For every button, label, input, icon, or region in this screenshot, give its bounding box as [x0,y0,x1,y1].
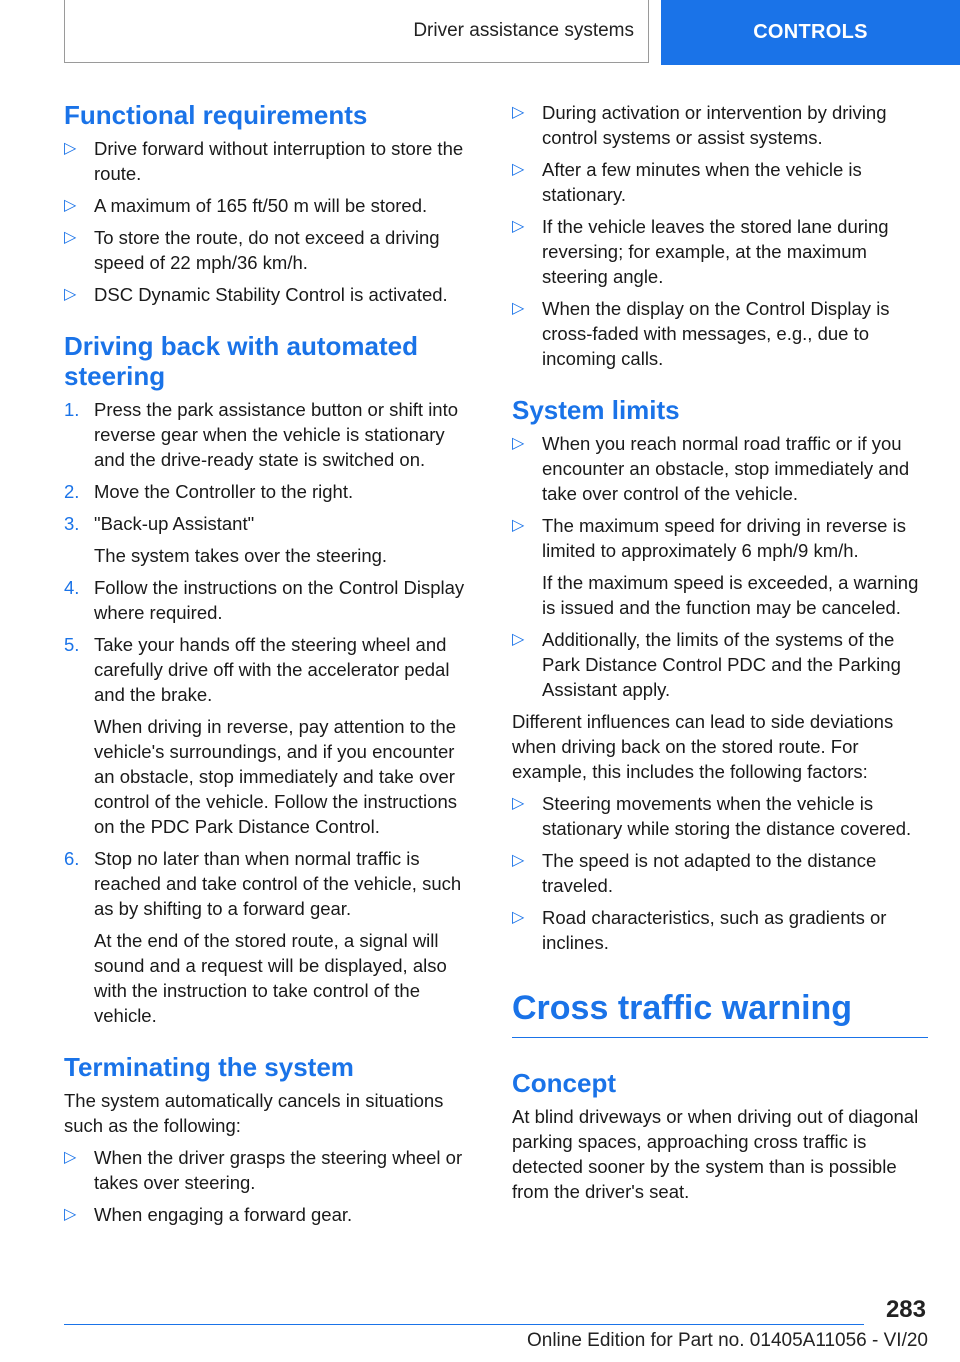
list-item: ▷ After a few minutes when the vehicle is stationary. [512,159,862,205]
chapter-title: CONTROLS [753,21,868,43]
item-note: If the maximum speed is exceeded, a warning is issued and the function may be canceled. [542,572,919,618]
section-title: Driver assistance systems [413,20,634,41]
left-column [64,100,480,1234]
heading-system-limits: System limits [512,395,680,425]
terminating-list [64,1145,480,1227]
step-item: 4. Follow the instructions on the Control Display where required. [64,577,465,623]
step-number: 4. [64,577,80,598]
list-item: ▷ Additionally, the limits of the systems of the Park Distance Control PDC and the Parking Assistant apply. [512,629,901,700]
bullet-triangle-icon: ▷ [512,909,525,926]
step-item: 3. "Back-up Assistant" The system takes over the steering. [64,511,480,568]
heading-driving-back: Driving back with automated steering [64,331,418,391]
system-limits-list [512,431,928,702]
heading-terminating: Terminating the system [64,1052,354,1082]
list-item: ▷ When you reach normal road traffic or if you encounter an obstacle, stop immediately and take over control of the vehicle. [512,433,910,504]
functional-requirements-list [64,136,480,307]
list-item: ▷ If the vehicle leaves the stored lane during reversing; for example, at the maximum steering angle. [512,216,889,287]
bullet-triangle-icon: ▷ [512,852,525,869]
list-item: ▷ Road characteristics, such as gradients or inclines. [512,907,887,953]
step-number: 3. [64,513,80,534]
list-item: ▷ When the driver grasps the steering wheel or takes over steering. [64,1147,463,1193]
step-number: 2. [64,481,80,502]
footer-rule [64,1324,864,1325]
terminating-list-continued [512,100,928,371]
list-item: ▷ A maximum of 165 ft/50 m will be stored. [64,195,428,216]
step-note: At the end of the stored route, a signal will sound and a request will be displayed, also with the instruction to take control of the vehicle. [94,930,447,1026]
list-item: ▷ When engaging a forward gear. [64,1204,353,1225]
list-item: ▷ When the display on the Control Display is cross-faded with messages, e.g., due to incoming calls. [512,298,890,369]
right-column [512,100,928,1211]
bullet-triangle-icon: ▷ [512,300,525,317]
bullet-triangle-icon: ▷ [64,1206,77,1223]
list-item: ▷ The maximum speed for driving in reverse is limited to approximately 6 mph/9 km/h. If the maximum speed is exceeded, a warning is issued and the function may be canceled. [512,513,928,620]
side-deviation-paragraph: Different influences can lead to side deviations when driving back on the stored route. For example, this includes the following factors: [512,711,894,782]
bullet-triangle-icon: ▷ [512,795,525,812]
factors-list [512,791,928,955]
step-number: 5. [64,634,80,655]
heading-functional-requirements: Functional requirements [64,100,368,130]
step-number: 6. [64,848,80,869]
concept-paragraph: At blind driveways or when driving out of diagonal parking spaces, approaching cross traffic is detected sooner by the system than is possible from the driver's seat. [512,1106,919,1202]
header-chapter-tab [661,0,960,65]
bullet-triangle-icon: ▷ [512,104,525,121]
list-item: ▷ The speed is not adapted to the distance traveled. [512,850,877,896]
list-item: ▷ DSC Dynamic Stability Control is activated. [64,284,448,305]
heading-concept: Concept [512,1068,616,1098]
bullet-triangle-icon: ▷ [64,229,77,246]
terminating-intro: The system automatically cancels in situations such as the following: [64,1090,444,1136]
step-item: 2. Move the Controller to the right. [64,481,354,502]
list-item: ▷ During activation or intervention by driving control systems or assist systems. [512,102,887,148]
page-number: 283 [885,1296,926,1323]
bullet-triangle-icon: ▷ [512,435,525,452]
bullet-triangle-icon: ▷ [512,631,525,648]
step-item: 5. Take your hands off the steering wheel and carefully drive off with the accelerator pedal and the brake. When driving in reverse, pay attention to the vehicle's surroundings, and if you encounter an obstacle, stop immediately and take over control of the vehicle. Follow the instructions on the PDC Park Distance Control. [64,632,480,839]
edition-footer: Online Edition for Part no. 01405A11056 - VI/20 [526,1330,928,1351]
list-item: ▷ To store the route, do not exceed a driving speed of 22 mph/36 km/h. [64,227,440,273]
list-item: ▷ Steering movements when the vehicle is stationary while storing the distance covered. [512,793,912,839]
step-item: 6. Stop no later than when normal traffic is reached and take control of the vehicle, such as by shifting to a forward gear. At the end of the stored route, a signal will sound and a request will be displayed, also with the instruction to take control of the vehicle. [64,846,480,1028]
bullet-triangle-icon: ▷ [64,140,77,157]
cross-traffic-heading-wrap [512,985,928,1038]
step-note: When driving in reverse, pay attention to the vehicle's surroundings, and if you encounter an obstacle, stop immediately and take over control of the vehicle. Follow the instructions on the PDC Park Distance Control. [94,716,457,837]
step-number: 1. [64,399,80,420]
driving-back-steps [64,397,480,1028]
bullet-triangle-icon: ▷ [512,517,525,534]
heading-cross-traffic-warning: Cross traffic warning [512,989,853,1027]
bullet-triangle-icon: ▷ [512,218,525,235]
list-item: ▷ Drive forward without interruption to store the route. [64,138,464,184]
bullet-triangle-icon: ▷ [64,286,77,303]
bullet-triangle-icon: ▷ [512,161,525,178]
step-item: 1. Press the park assistance button or shift into reverse gear when the vehicle is stationary and the drive-ready state is switched on. [64,399,459,470]
bullet-triangle-icon: ▷ [64,1149,77,1166]
header-section-label [64,0,649,63]
bullet-triangle-icon: ▷ [64,197,77,214]
step-note: The system takes over the steering. [94,545,388,566]
